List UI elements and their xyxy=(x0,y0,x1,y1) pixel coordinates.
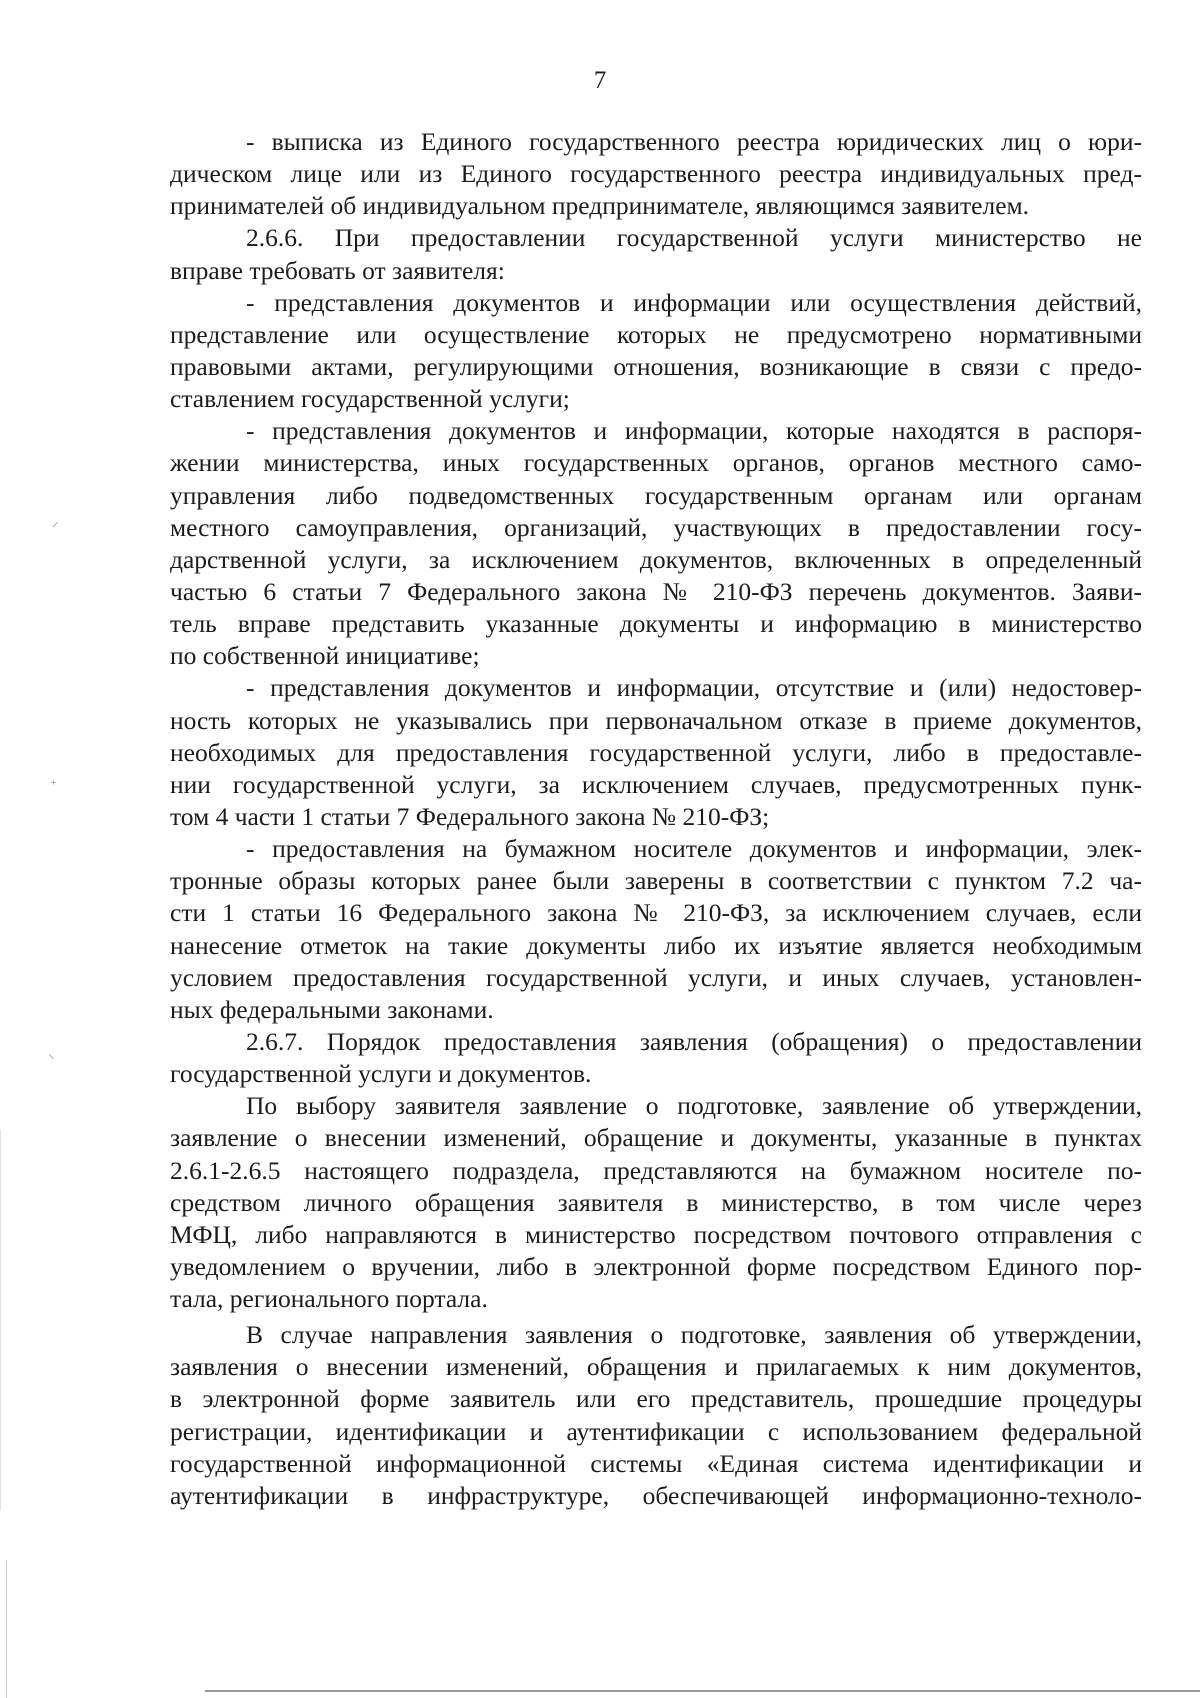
text-line: тала, регионального портала. xyxy=(170,1284,488,1314)
text-line: тронные образы которых ранее были заверены в соответствии с пунктом 7.2 ча- xyxy=(170,866,1142,896)
text-line: по собственной инициативе; xyxy=(170,641,480,671)
text-line: заявления о внесении изменений, обращения и прилагаемых к ним документов, xyxy=(170,1352,1142,1382)
scan-speck: ⸜ xyxy=(48,1047,55,1062)
text-line: представление или осуществление которых не предусмотрено нормативными xyxy=(170,319,1142,349)
scan-speck: ⸝ xyxy=(52,515,59,530)
text-line: МФЦ, либо направляются в министерство посредством почтового отправления с xyxy=(170,1219,1142,1249)
text-line: сти 1 статьи 16 Федерального закона № 210-ФЗ, за исключением случаев, если xyxy=(170,898,1142,928)
text-line: аутентификации в инфраструктуре, обеспечивающей информационно-техноло- xyxy=(170,1480,1142,1510)
text-line: дарственной услуги, за исключением документов, включенных в определенный xyxy=(170,544,1142,574)
text-line: ставлением государственной услуги; xyxy=(170,384,570,414)
text-line: необходимых для предоставления государственной услуги, либо в предоставле- xyxy=(170,737,1142,767)
text-line: средством личного обращения заявителя в министерство, в том числе через xyxy=(170,1187,1142,1217)
text-line: вправе требовать от заявителя: xyxy=(170,255,505,285)
page-number: 7 xyxy=(593,67,607,94)
text-line: условием предоставления государственной услуги, и иных случаев, установлен- xyxy=(170,962,1142,992)
text-line: принимателей об индивидуальном предпринимателе, являющимся заявителем. xyxy=(170,191,1030,221)
text-line: - представления документов и информации, которые находятся в распоря- xyxy=(246,416,1142,446)
text-line: - представления документов и информации, отсутствие и (или) недостовер- xyxy=(246,673,1142,703)
scan-bottom-edge xyxy=(205,1690,1200,1692)
text-line: том 4 части 1 статьи 7 Федерального закона № 210-ФЗ; xyxy=(170,801,770,831)
text-line: частью 6 статьи 7 Федерального закона № 210-ФЗ перечень документов. Заяви- xyxy=(170,576,1142,606)
text-line: заявление о внесении изменений, обращение и документы, указанные в пунктах xyxy=(170,1123,1142,1153)
text-line: регистрации, идентификации и аутентификации с использованием федеральной xyxy=(170,1416,1142,1446)
text-line: тель вправе представить указанные документы и информацию в министерство xyxy=(170,609,1142,639)
text-line: жении министерства, иных государственных органов, органов местного само- xyxy=(170,448,1142,478)
text-line: государственной информационной системы «Единая система идентификации и xyxy=(170,1448,1142,1478)
text-line: нии государственной услуги, за исключением случаев, предусмотренных пунк- xyxy=(170,769,1142,799)
text-line: ных федеральными законами. xyxy=(170,994,494,1024)
text-line: нанесение отметок на такие документы либо их изъятие является необходимым xyxy=(170,930,1142,960)
body-text xyxy=(170,126,1142,1512)
text-line: - выписка из Единого государственного реестра юридических лиц о юри- xyxy=(246,127,1142,156)
text-line: В случае направления заявления о подготовке, заявления об утверждении, xyxy=(246,1320,1142,1350)
scan-speck: ⁺ xyxy=(50,778,57,793)
text-line: По выбору заявителя заявление о подготовке, заявление об утверждении, xyxy=(246,1091,1142,1121)
text-line: государственной услуги и документов. xyxy=(170,1059,592,1089)
text-line: - представления документов и информации или осуществления действий, xyxy=(246,287,1142,317)
text-line: 2.6.7. Порядок предоставления заявления (обращения) о предоставлении xyxy=(246,1026,1142,1056)
text-line: 2.6.6. При предоставлении государственной услуги министерство не xyxy=(246,223,1142,253)
text-line: - предоставления на бумажном носителе документов и информации, элек- xyxy=(246,834,1142,864)
scan-edge-line xyxy=(0,1130,1,1510)
text-line: управления либо подведомственных государственным органам или органам xyxy=(170,480,1142,510)
text-line: уведомлением о вручении, либо в электронной форме посредством Единого пор- xyxy=(170,1251,1142,1281)
text-line: правовыми актами, регулирующими отношения, возникающие в связи с предо- xyxy=(170,351,1142,381)
text-line: дическом лице или из Единого государственного реестра индивидуальных пред- xyxy=(170,159,1142,189)
text-line: ность которых не указывались при первоначальном отказе в приеме документов, xyxy=(170,705,1142,735)
scan-edge-line xyxy=(6,1560,7,1698)
text-line: местного самоуправления, организаций, участвующих в предоставлении госу- xyxy=(170,512,1142,542)
text-line: 2.6.1-2.6.5 настоящего подраздела, представляются на бумажном носителе по- xyxy=(170,1155,1142,1185)
text-line: в электронной форме заявитель или его представитель, прошедшие процедуры xyxy=(170,1384,1142,1414)
